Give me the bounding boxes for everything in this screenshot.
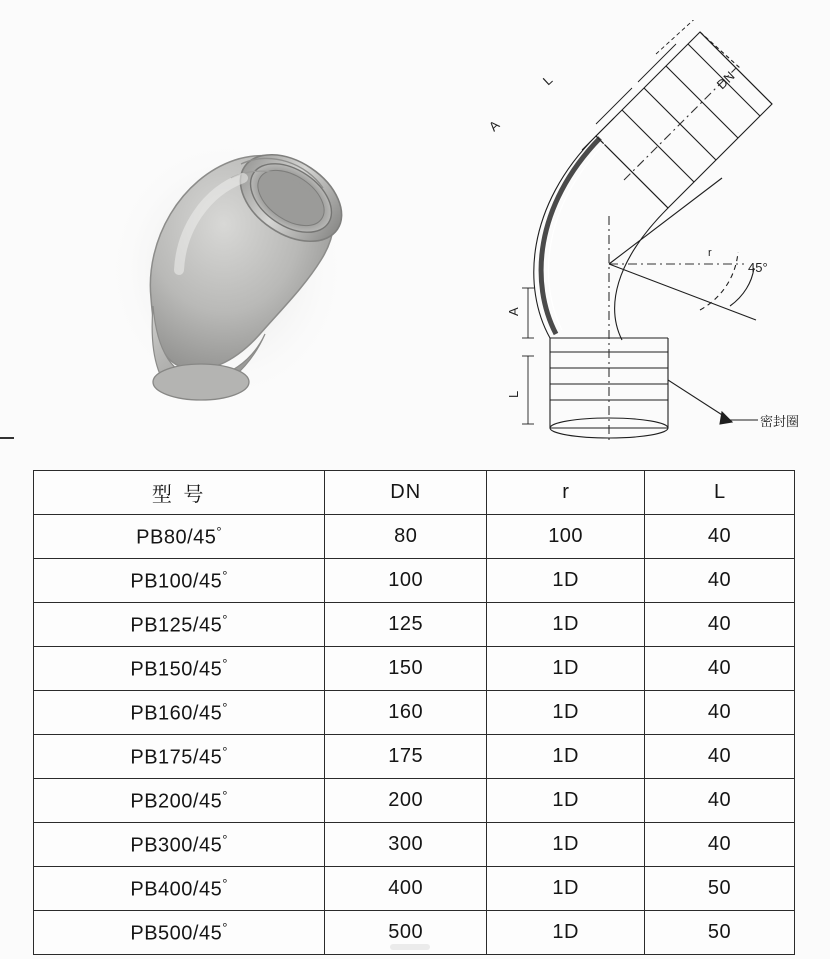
degree-symbol: ° [222,919,228,935]
model-text: PB400/45 [130,878,223,901]
cell-dn: 80 [325,515,487,559]
cell-r: 1D [487,735,645,779]
cell-l: 50 [645,911,795,955]
label-a-left: A [506,307,521,316]
header-model: 型 号 [34,471,325,515]
table-row [34,603,795,647]
cell-r: 1D [487,647,645,691]
degree-symbol: ° [222,831,228,847]
table-row [34,779,795,823]
cell-dn: 125 [325,603,487,647]
table-row [34,515,795,559]
cell-dn: 175 [325,735,487,779]
cell-l: 40 [645,823,795,867]
cell-model [34,559,325,603]
degree-symbol: ° [216,523,223,539]
cell-l: 40 [645,603,795,647]
cell-r: 1D [487,691,645,735]
cell-model [34,735,325,779]
technical-drawing [400,20,820,450]
label-dn: DN [713,68,738,93]
degree-symbol: ° [222,787,228,803]
cell-model [34,823,325,867]
model-text: PB500/45 [130,922,223,945]
table-row [34,823,795,867]
table-row [34,647,795,691]
table-body [34,515,795,955]
cell-dn: 150 [325,647,487,691]
cell-r: 1D [487,603,645,647]
angle-indicator [609,178,756,320]
cell-l: 50 [645,867,795,911]
model-text: PB175/45 [130,746,223,769]
left-dimensions [522,288,534,424]
table-row [34,559,795,603]
header-l: L [645,471,795,515]
cell-model [34,779,325,823]
cell-l: 40 [645,691,795,735]
cell-l: 40 [645,515,795,559]
product-photo [95,120,360,410]
cell-l: 40 [645,779,795,823]
table-row [34,691,795,735]
model-text: PB100/45 [130,570,223,593]
table-header-row [34,471,795,515]
cell-l: 40 [645,559,795,603]
cell-r: 1D [487,867,645,911]
header-r: r [487,471,645,515]
cell-r: 1D [487,559,645,603]
label-a-top: A [485,117,503,135]
degree-symbol: ° [222,699,228,715]
spec-table [33,470,795,955]
degree-symbol: ° [222,875,228,891]
label-l-top: L [539,72,556,89]
degree-symbol: ° [222,611,228,627]
page-artifact [390,944,430,950]
cell-l: 40 [645,647,795,691]
degree-symbol: ° [222,655,228,671]
margin-tick [0,437,14,439]
cell-dn: 400 [325,867,487,911]
cell-r: 1D [487,779,645,823]
cell-model [34,867,325,911]
cell-dn: 500 [325,911,487,955]
table-row [34,867,795,911]
cell-dn: 200 [325,779,487,823]
table-row [34,735,795,779]
model-text: PB125/45 [130,614,223,637]
cell-l: 40 [645,735,795,779]
illustration-area [0,0,830,455]
label-angle: 45° [748,260,768,275]
seal-hatch [541,138,606,334]
header-dn: DN [325,471,487,515]
bottom-rim [153,364,249,400]
cell-model [34,515,325,559]
degree-symbol: ° [222,567,228,583]
seal-ring-leader [668,380,730,420]
model-text: PB200/45 [130,790,223,813]
cell-dn: 300 [325,823,487,867]
cell-r: 1D [487,911,645,955]
cell-dn: 160 [325,691,487,735]
label-seal-ring: 密封圈 [760,414,800,429]
top-dimensions [582,20,700,150]
cell-model [34,603,325,647]
cell-model [34,911,325,955]
label-r: r [708,247,712,259]
cell-r: 100 [487,515,645,559]
label-l-bottom: L [506,390,521,398]
model-text: PB150/45 [130,658,223,681]
degree-symbol: ° [222,743,228,759]
model-text: PB160/45 [130,702,223,725]
cell-model [34,647,325,691]
cell-model [34,691,325,735]
cell-r: 1D [487,823,645,867]
model-text: PB300/45 [130,834,223,857]
spec-table-wrapper [33,470,795,955]
cell-dn: 100 [325,559,487,603]
model-text: PB80/45 [136,526,217,549]
